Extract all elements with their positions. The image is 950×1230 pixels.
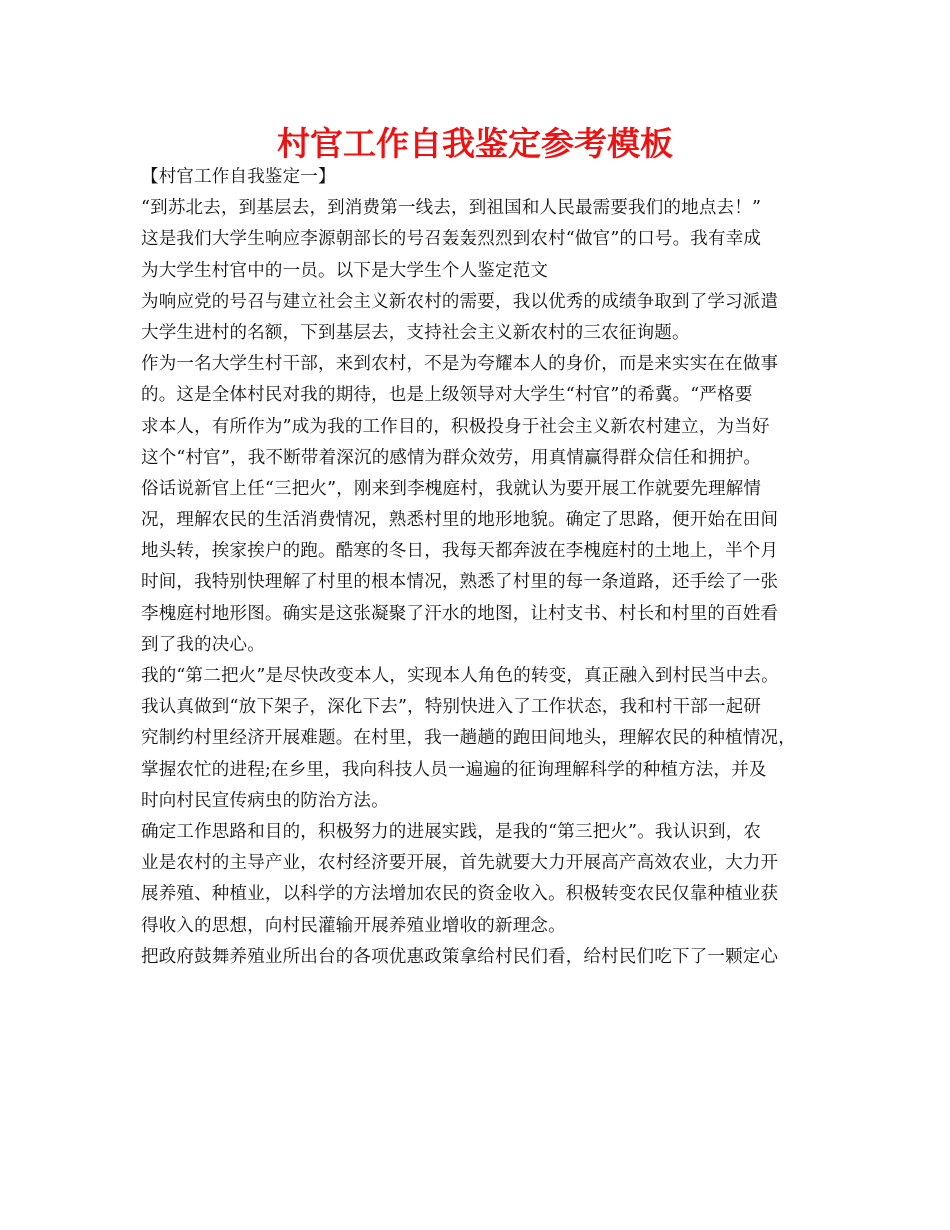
text-line: 确定工作思路和目的，积极努力的进展实践，是我的“第三把火”。我认识到，农 <box>141 821 762 842</box>
text-line: 为大学生村官中的一员。以下是大学生个人鉴定范文 <box>141 260 549 281</box>
text-line: 我认真做到“放下架子，深化下去”，特别快进入了工作状态，我和村干部一起研 <box>141 697 762 718</box>
text-line: 把政府鼓舞养殖业所出台的各项优惠政策拿给村民们看，给村民们吃下了一颗定心 <box>141 946 779 967</box>
text-line: 为响应党的号召与建立社会主义新农村的需要，我以优秀的成绩争取到了学习派遣 <box>141 291 779 312</box>
text-line: 究制约村里经济开展难题。在村里，我一趟趟的跑田间地头，理解农民的种植情况， <box>141 728 796 749</box>
text-line: 作为一名大学生村干部，来到农村，不是为夸耀本人的身价，而是来实实在在做事 <box>141 354 779 375</box>
text-line: 时间，我特别快理解了村里的根本情况，熟悉了村里的每一条道路，还手绘了一张 <box>141 572 779 593</box>
text-line: 的。这是全体村民对我的期待，也是上级领导对大学生“村官”的希冀。“严格要 <box>141 385 753 406</box>
text-line: 我的“第二把火”是尽快改变本人，实现本人角色的转变，真正融入到村民当中去。 <box>141 666 779 686</box>
text-line: 求本人，有所作为”成为我的工作目的，积极投身于社会主义新农村建立，为当好 <box>141 416 770 437</box>
text-line: 掌握农忙的进程;在乡里，我向科技人员一遍遍的征询理解科学的种植方法，并及 <box>141 759 767 780</box>
text-line: 况，理解农民的生活消费情况，熟悉村里的地形地貌。确定了思路，便开始在田间 <box>141 510 779 531</box>
text-line: 时向村民宣传病虫的防治方法。 <box>141 790 389 811</box>
document-body <box>141 162 841 973</box>
text-line: 李槐庭村地形图。确实是这张凝聚了汗水的地图，让村支书、村长和村里的百姓看 <box>141 603 779 624</box>
text-line: 到了我的决心。 <box>141 634 265 655</box>
document-title: 村官工作自我鉴定参考模板 <box>277 124 673 163</box>
text-line: 业是农村的主导产业，农村经济要开展，首先就要大力开展高产高效农业，大力开 <box>141 853 779 874</box>
text-line: 地头转，挨家挨户的跑。酷寒的冬日，我每天都奔波在李槐庭村的土地上，半个月 <box>141 541 779 562</box>
text-line: “到苏北去，到基层去，到消费第一线去，到祖国和人民最需要我们的地点去！” <box>141 198 762 219</box>
text-line: 这个“村官”，我不断带着深沉的感情为群众效劳，用真情赢得群众信任和拥护。 <box>141 447 762 468</box>
text-line: 大学生进村的名额，下到基层去，支持社会主义新农村的三农征询题。 <box>141 322 690 343</box>
text-line: 俗话说新官上任“三把火”，刚来到李槐庭村，我就认为要开展工作就要先理解情 <box>141 478 762 499</box>
text-line: 展养殖、种植业，以科学的方法增加农民的资金收入。积极转变农民仅靠种植业获 <box>141 884 779 905</box>
text-line: 【村官工作自我鉴定一】 <box>141 167 336 187</box>
text-line: 得收入的思想，向村民灌输开展养殖业增收的新理念。 <box>141 915 566 936</box>
text-line: 这是我们大学生响应李源朝部长的号召轰轰烈烈到农村“做官”的口号。我有幸成 <box>141 229 762 250</box>
